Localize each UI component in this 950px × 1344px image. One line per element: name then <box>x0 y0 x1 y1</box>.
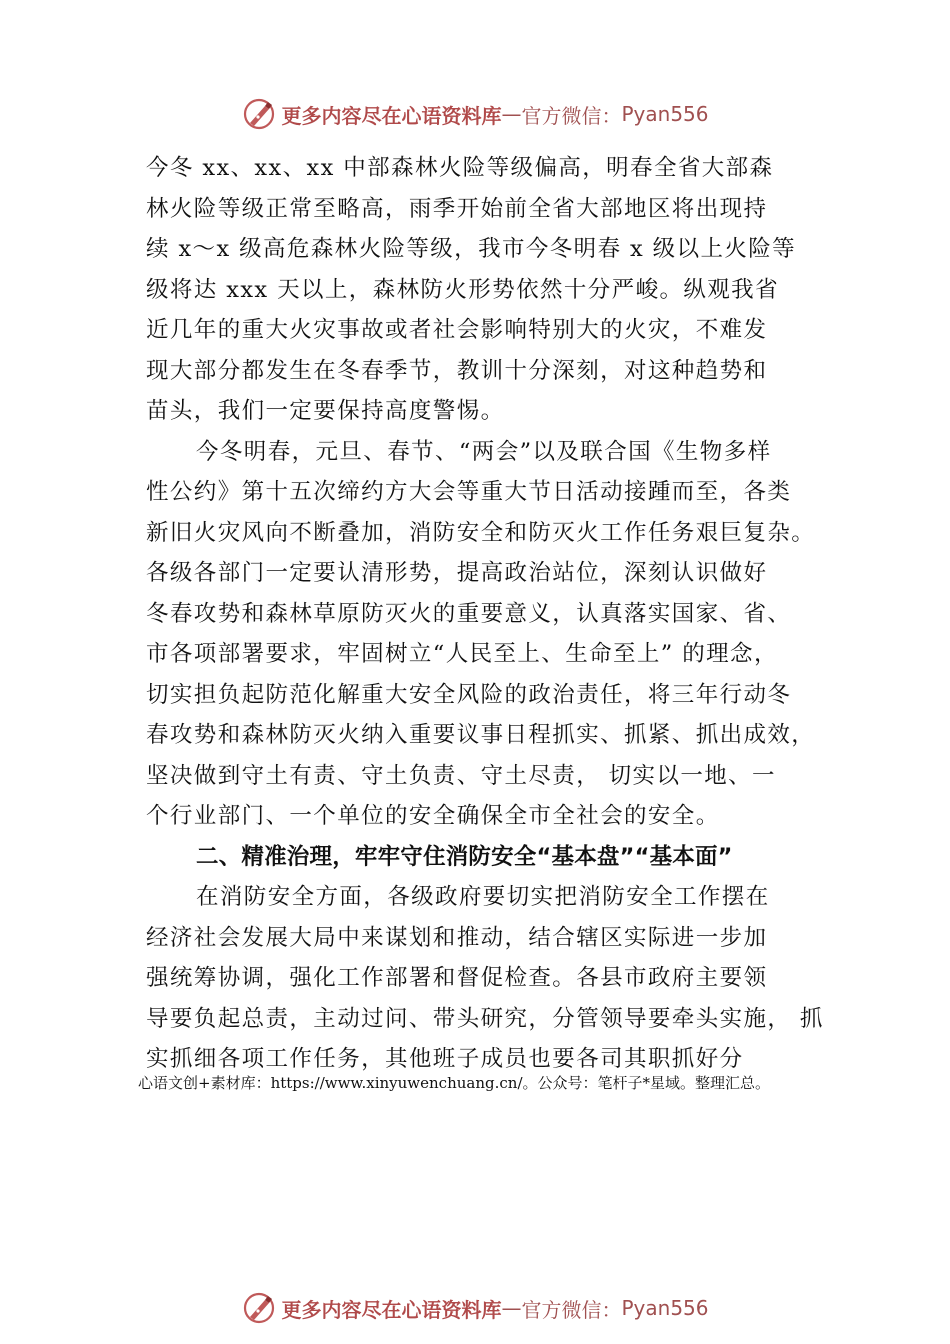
paragraph-start-line: 今冬明春，元旦、春节、“两会”以及联合国《生物多样 <box>196 438 772 465</box>
text-line: 导要负起总责，主动过问、带头研究，分管领导要牵头实施， 抓 <box>146 1005 824 1032</box>
text-line: 强统筹协调，强化工作部署和督促检查。各县市政府主要领 <box>146 965 768 991</box>
banner-main-text: 更多内容尽在心语资料库 <box>281 1297 502 1322</box>
text-line: 性公约》第十五次缔约方大会等重大节日活动接踵而至，各类 <box>146 479 792 505</box>
pen-logo-icon <box>241 96 277 132</box>
text-line: 林火险等级正常至略高，雨季开始前全省大部地区将出现持 <box>146 195 768 222</box>
text-line: 个行业部门、一个单位的安全确保全市全社会的安全。 <box>146 803 720 829</box>
paragraph-start-line: 在消防安全方面，各级政府要切实把消防安全工作摆在 <box>196 884 770 910</box>
text-line: 续 x～x 级高危森林火险等级，我市今冬明春 x 级以上火险等 <box>146 236 797 262</box>
banner-separator: — <box>501 102 522 126</box>
text-line: 切实担负起防范化解重大安全风险的政治责任，将三年行动冬 <box>146 681 792 708</box>
banner-separator: — <box>501 1296 522 1320</box>
banner-wechat-label: 官方微信： <box>521 1297 622 1322</box>
section-heading: 二、精准治理，牢牢守住消防安全“基本盘”“基本面” <box>196 843 733 870</box>
text-line: 经济社会发展大局中来谋划和推动，结合辖区实际进一步加 <box>146 924 768 951</box>
text-line: 现大部分都发生在冬春季节，教训十分深刻，对这种趋势和 <box>146 357 768 384</box>
source-note: 心语文创+素材库：https://www.xinyuwenchuang.cn/。公众号：笔杆子*星域。整理汇总。 <box>138 1074 770 1092</box>
banner-main-text: 更多内容尽在心语资料库 <box>281 103 502 128</box>
banner-wechat-label: 官方微信： <box>521 103 622 128</box>
text-line: 新旧火灾风向不断叠加，消防安全和防灭火工作任务艰巨复杂。 <box>146 519 816 546</box>
banner-wechat-id: Pyan556 <box>621 102 709 126</box>
document-body <box>146 148 836 1080</box>
text-line: 坚决做到守土有责、守土负责、守土尽责， 切实以一地、一 <box>146 762 776 789</box>
banner-wechat-id: Pyan556 <box>621 1296 709 1320</box>
text-line: 各级各部门一定要认清形势，提高政治站位，深刻认识做好 <box>146 560 768 586</box>
footer-banner <box>0 1286 950 1330</box>
pen-logo-icon <box>241 1290 277 1326</box>
text-line: 今冬 xx、xx、xx 中部森林火险等级偏高，明春全省大部森 <box>146 155 774 181</box>
text-line: 苗头，我们一定要保持高度警惕。 <box>146 398 505 424</box>
header-banner <box>0 92 950 136</box>
text-line: 冬春攻势和森林草原防灭火的重要意义，认真落实国家、省、 <box>146 600 792 627</box>
text-line: 实抓细各项工作任务，其他班子成员也要各司其职抓好分 <box>146 1046 744 1072</box>
text-line: 市各项部署要求，牢固树立“人民至上、生命至上” 的理念， <box>146 641 778 667</box>
text-line: 春攻势和森林防灭火纳入重要议事日程抓实、抓紧、抓出成效， <box>146 722 816 748</box>
text-line: 近几年的重大火灾事故或者社会影响特别大的火灾，不难发 <box>146 317 768 343</box>
text-line: 级将达 xxx 天以上，森林防火形势依然十分严峻。纵观我省 <box>146 276 779 303</box>
